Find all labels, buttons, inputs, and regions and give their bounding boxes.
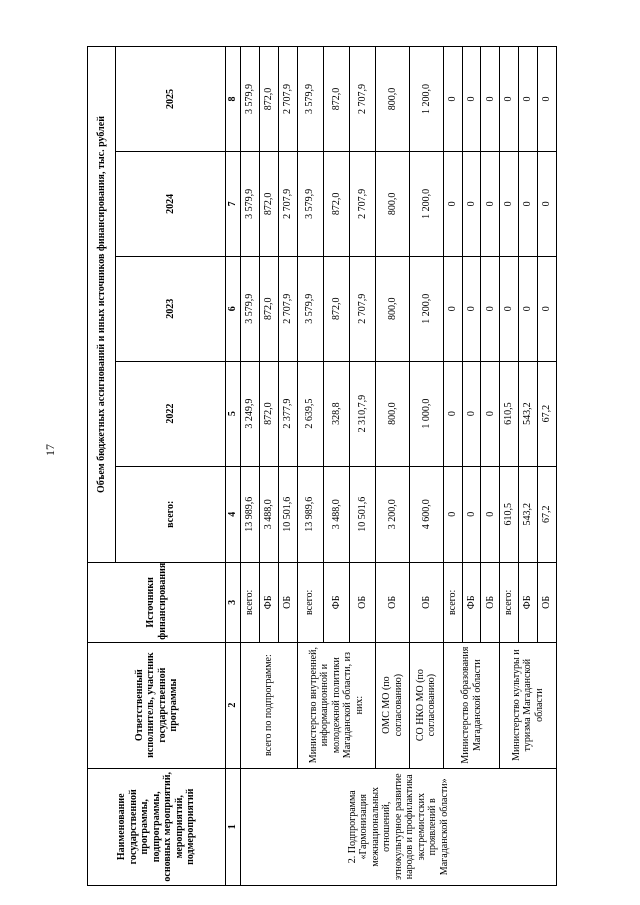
value-cell: 3 579,9 bbox=[297, 47, 323, 152]
value-cell: 2 707,9 bbox=[278, 47, 297, 152]
value-cell: 0 bbox=[443, 361, 462, 466]
value-cell: 0 bbox=[481, 466, 500, 562]
source-cell: ОБ bbox=[538, 563, 557, 643]
value-cell: 1 200,0 bbox=[409, 47, 443, 152]
col-number: 4 bbox=[226, 466, 241, 562]
source-cell: ОБ bbox=[481, 563, 500, 643]
value-cell: 2 707,9 bbox=[349, 256, 375, 361]
value-cell: 543,2 bbox=[519, 466, 538, 562]
value-cell: 2 639,5 bbox=[297, 361, 323, 466]
col-number: 2 bbox=[226, 642, 241, 768]
value-cell: 872,0 bbox=[259, 47, 278, 152]
source-cell: ОБ bbox=[376, 563, 410, 643]
value-cell: 3 579,9 bbox=[297, 151, 323, 256]
value-cell: 610,5 bbox=[500, 466, 519, 562]
value-cell: 872,0 bbox=[323, 47, 349, 152]
value-cell: 543,2 bbox=[519, 361, 538, 466]
value-cell: 800,0 bbox=[376, 256, 410, 361]
value-cell: 2 707,9 bbox=[278, 256, 297, 361]
value-cell: 0 bbox=[538, 256, 557, 361]
executor-ministry-culture: Министерство культуры и туризма Магаданской области bbox=[500, 642, 557, 768]
table-row bbox=[241, 47, 260, 886]
value-cell: 0 bbox=[462, 256, 481, 361]
value-cell: 0 bbox=[443, 256, 462, 361]
header-year-2025: 2025 bbox=[116, 47, 226, 152]
value-cell: 0 bbox=[500, 47, 519, 152]
value-cell: 1 200,0 bbox=[409, 256, 443, 361]
value-cell: 0 bbox=[462, 466, 481, 562]
source-cell: ФБ bbox=[323, 563, 349, 643]
value-cell: 1 200,0 bbox=[409, 151, 443, 256]
col-number: 3 bbox=[226, 563, 241, 643]
value-cell: 2 707,9 bbox=[349, 47, 375, 152]
header-year-total: всего: bbox=[116, 466, 226, 562]
value-cell: 0 bbox=[462, 361, 481, 466]
value-cell: 0 bbox=[538, 151, 557, 256]
value-cell: 872,0 bbox=[259, 151, 278, 256]
rotated-table-container bbox=[87, 46, 557, 886]
table-row bbox=[297, 47, 323, 886]
source-cell: всего: bbox=[443, 563, 462, 643]
source-cell: всего: bbox=[500, 563, 519, 643]
table-row bbox=[443, 47, 462, 886]
value-cell: 610,5 bbox=[500, 361, 519, 466]
value-cell: 4 600,0 bbox=[409, 466, 443, 562]
value-cell: 2 310,7,9 bbox=[349, 361, 375, 466]
value-cell: 0 bbox=[519, 47, 538, 152]
executor-ministry-policy: Министерство внутренней, информационной и молодежной политики Магаданской области, из них: bbox=[297, 642, 376, 768]
value-cell: 10 501,6 bbox=[278, 466, 297, 562]
header-program: Наименование государственной программы, подпрограммы, основных мероприятий, мероприятий, подмероприятий bbox=[88, 768, 226, 885]
value-cell: 0 bbox=[443, 151, 462, 256]
value-cell: 0 bbox=[481, 361, 500, 466]
executor-sonko: СО НКО МО (по согласованию) bbox=[409, 642, 443, 768]
value-cell: 0 bbox=[500, 151, 519, 256]
value-cell: 10 501,6 bbox=[349, 466, 375, 562]
value-cell: 0 bbox=[462, 151, 481, 256]
executor-oms: ОМС МО (по согласованию) bbox=[376, 642, 410, 768]
value-cell: 13 989,6 bbox=[241, 466, 260, 562]
value-cell: 872,0 bbox=[259, 361, 278, 466]
value-cell: 872,0 bbox=[323, 151, 349, 256]
value-cell: 67,2 bbox=[538, 466, 557, 562]
source-cell: ОБ bbox=[409, 563, 443, 643]
value-cell: 800,0 bbox=[376, 151, 410, 256]
col-number: 5 bbox=[226, 361, 241, 466]
table-row bbox=[376, 47, 410, 886]
value-cell: 872,0 bbox=[323, 256, 349, 361]
value-cell: 13 989,6 bbox=[297, 466, 323, 562]
header-year-2022: 2022 bbox=[116, 361, 226, 466]
header-year-2024: 2024 bbox=[116, 151, 226, 256]
source-cell: ФБ bbox=[462, 563, 481, 643]
value-cell: 2 377,9 bbox=[278, 361, 297, 466]
col-number: 1 bbox=[226, 768, 241, 885]
value-cell: 0 bbox=[481, 256, 500, 361]
value-cell: 800,0 bbox=[376, 47, 410, 152]
financing-table bbox=[87, 46, 557, 886]
source-cell: всего: bbox=[241, 563, 260, 643]
col-number: 6 bbox=[226, 256, 241, 361]
executor-ministry-education: Министерство образования Магаданской области bbox=[443, 642, 500, 768]
value-cell: 2 707,9 bbox=[349, 151, 375, 256]
value-cell: 3 579,9 bbox=[241, 47, 260, 152]
source-cell: ФБ bbox=[519, 563, 538, 643]
value-cell: 2 707,9 bbox=[278, 151, 297, 256]
value-cell: 3 579,9 bbox=[241, 256, 260, 361]
value-cell: 0 bbox=[443, 466, 462, 562]
table-row bbox=[500, 47, 519, 886]
value-cell: 800,0 bbox=[376, 361, 410, 466]
value-cell: 0 bbox=[500, 256, 519, 361]
value-cell: 0 bbox=[481, 151, 500, 256]
value-cell: 3 579,9 bbox=[297, 256, 323, 361]
source-cell: ОБ bbox=[349, 563, 375, 643]
source-cell: ОБ bbox=[278, 563, 297, 643]
executor-total: всего по подпрограмме: bbox=[241, 642, 298, 768]
header-budget-group: Объем бюджетных ассигнований и иных источников финансирования, тыс. рублей bbox=[88, 47, 116, 563]
value-cell: 328,8 bbox=[323, 361, 349, 466]
value-cell: 872,0 bbox=[259, 256, 278, 361]
value-cell: 1 000,0 bbox=[409, 361, 443, 466]
value-cell: 0 bbox=[538, 47, 557, 152]
table-row bbox=[409, 47, 443, 886]
program-name-cell: 2. Подпрограмма «Гармонизация межнациональных отношений, этнокультурное развитие народов и профилактика экстремистских проявлений в Магаданской области» bbox=[241, 768, 557, 885]
value-cell: 3 249,9 bbox=[241, 361, 260, 466]
header-year-2023: 2023 bbox=[116, 256, 226, 361]
value-cell: 3 488,0 bbox=[323, 466, 349, 562]
value-cell: 3 200,0 bbox=[376, 466, 410, 562]
value-cell: 0 bbox=[519, 256, 538, 361]
value-cell: 67,2 bbox=[538, 361, 557, 466]
page-number: 17 bbox=[43, 444, 57, 456]
source-cell: ФБ bbox=[259, 563, 278, 643]
col-number: 8 bbox=[226, 47, 241, 152]
source-cell: всего: bbox=[297, 563, 323, 643]
value-cell: 0 bbox=[519, 151, 538, 256]
value-cell: 0 bbox=[443, 47, 462, 152]
value-cell: 0 bbox=[481, 47, 500, 152]
value-cell: 0 bbox=[462, 47, 481, 152]
header-source: Источники финансирования bbox=[88, 563, 226, 643]
col-number: 7 bbox=[226, 151, 241, 256]
value-cell: 3 579,9 bbox=[241, 151, 260, 256]
header-executor: Ответственный исполнитель, участник государственной программы bbox=[88, 642, 226, 768]
value-cell: 3 488,0 bbox=[259, 466, 278, 562]
